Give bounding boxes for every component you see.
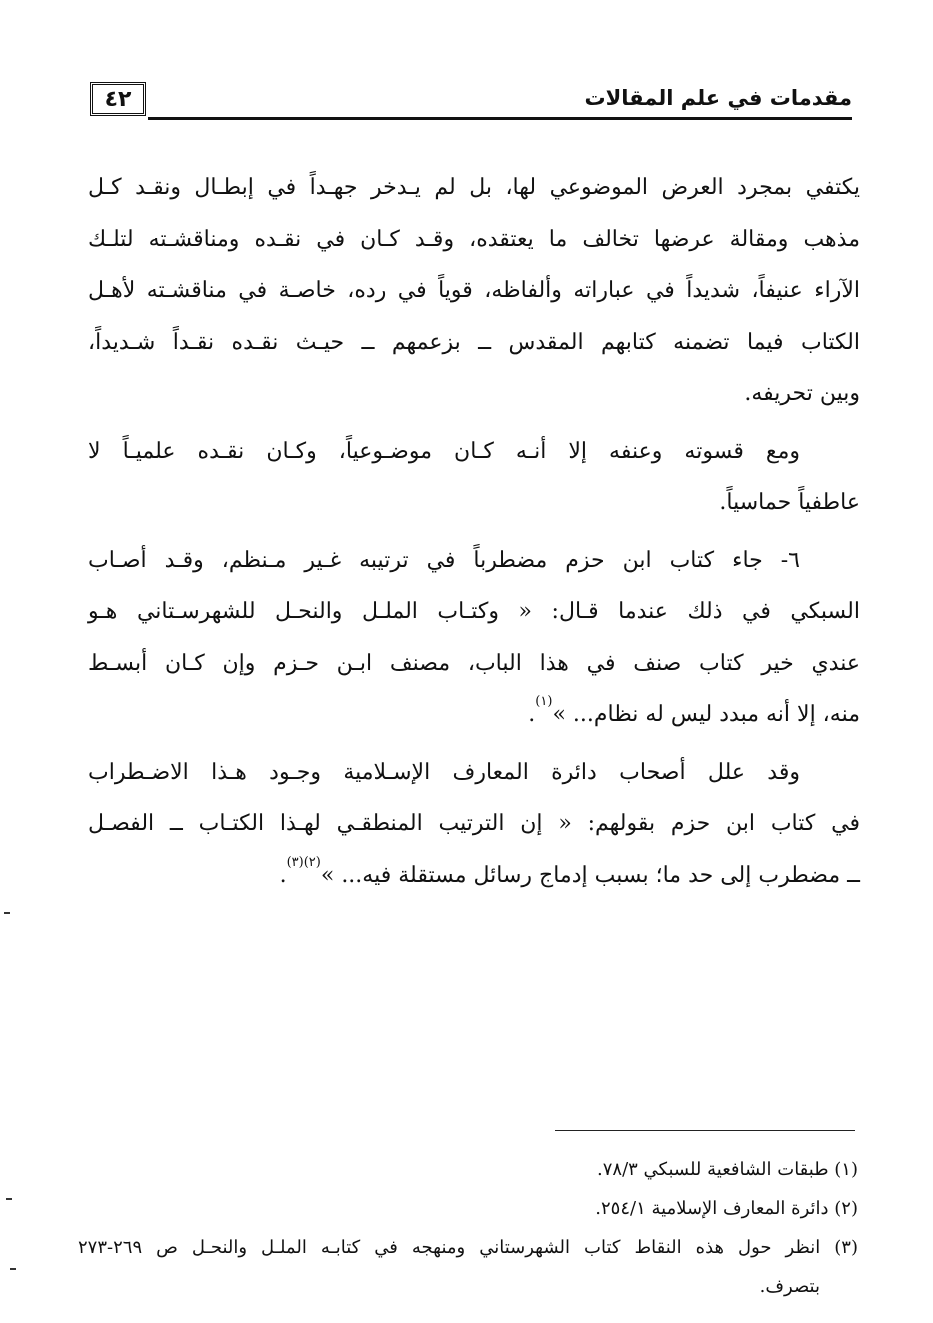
text-line: منه، إلا أنه مبدد ليس له نظام... » bbox=[552, 702, 860, 727]
page-number: ٤٢ bbox=[104, 86, 132, 112]
text-line: ٦- جاء كتاب ابن حزم مضطرباً في ترتيبه غـير مـنظم، وقـد أصـاب bbox=[88, 547, 800, 573]
footnote-ref[interactable]: (١) bbox=[535, 694, 553, 709]
text-line: في كتاب ابن حزم بقولهم: « إن الترتيب المنطقـي لهـذا الكتـاب ــ الفصـل bbox=[88, 811, 860, 836]
text-line: وبين تحريفه. bbox=[744, 381, 860, 406]
paragraph-2-cont bbox=[88, 477, 860, 529]
text-line: يكتفي بمجرد العرض الموضوعي لها، بل لم يـدخر جهـداً في إبطـال ونقـد كـل bbox=[88, 175, 860, 200]
paragraph-4 bbox=[88, 747, 860, 902]
text-line: وقد علل أصحاب دائرة المعارف الإسـلامية وجـود هـذا الاضـطراب bbox=[88, 759, 800, 785]
text-line: ــ مضطرب إلى حد ما؛ بسبب إدماج رسائل مستقلة فيه... » bbox=[320, 862, 860, 888]
margin-mark bbox=[4, 912, 10, 914]
footnote-ref[interactable]: (٢)(٣) bbox=[286, 854, 321, 870]
text-line: مذهب ومقالة عرضها تخالف ما يعتقده، وقـد كـان في نقـده ومناقشـته لتلـك bbox=[88, 226, 860, 252]
running-title: مقدمات في علم المقالات bbox=[584, 86, 852, 110]
text-line-with-ref: منه، إلا أنه مبدد ليس له نظام... »$^{(١)}$. bbox=[528, 694, 860, 727]
margin-mark bbox=[6, 1198, 12, 1200]
text-line: ومع قسوته وعنفه إلا أنـه كـان موضـوعياً، وكـان نقـده علميـاً لا bbox=[88, 438, 800, 464]
text-line: السبكي في ذلك عندما قـال: « وكتـاب الملـل والنحـل للشهرسـتاني هـو bbox=[88, 599, 860, 624]
footnote-separator bbox=[555, 1130, 855, 1131]
text-line: عندي خير كتاب صنف في هذا الباب، مصنف ابـن حـزم وإن كـان أبسـط bbox=[88, 650, 860, 676]
paragraph-1 bbox=[88, 162, 860, 420]
footnote-3-cont: بتصرف. bbox=[759, 1276, 820, 1297]
footnote-3: (٣) انظر حول هذه النقاط كتاب الشهرستاني ومنهجه في كتابـه الملـل والنحـل ص ٢٦٩-٢٧٣ bbox=[78, 1237, 858, 1258]
header-rule bbox=[148, 117, 852, 120]
paragraph-3 bbox=[88, 535, 860, 741]
body-text bbox=[88, 162, 860, 907]
page-header bbox=[82, 72, 852, 124]
text-line: عاطفياً حماسياً. bbox=[719, 490, 860, 515]
margin-mark bbox=[10, 1268, 16, 1270]
page-number-box bbox=[90, 82, 146, 116]
text-line: الكتاب فيما تضمنه كتابهم المقدس ــ بزعمهم ــ حيـث نقـده نقـداً شـديداً، bbox=[88, 329, 860, 355]
footnotes bbox=[78, 1150, 858, 1306]
footnote-2: (٢) دائرة المعارف الإسلامية ٢٥٤/١. bbox=[595, 1198, 858, 1219]
text-line-with-ref: ــ مضطرب إلى حد ما؛ بسبب إدماج رسائل مستقلة فيه... »$^{(٢)(٣)}$. bbox=[279, 854, 860, 888]
footnote-1: (١) طبقات الشافعية للسبكي ٧٨/٣. bbox=[597, 1159, 858, 1180]
paragraph-2 bbox=[88, 426, 860, 478]
text-line: الآراء عنيفاً، شديداً في عباراته وألفاظه، قوياً في رده، خاصـة في مناقشـته لأهـل bbox=[88, 278, 860, 303]
